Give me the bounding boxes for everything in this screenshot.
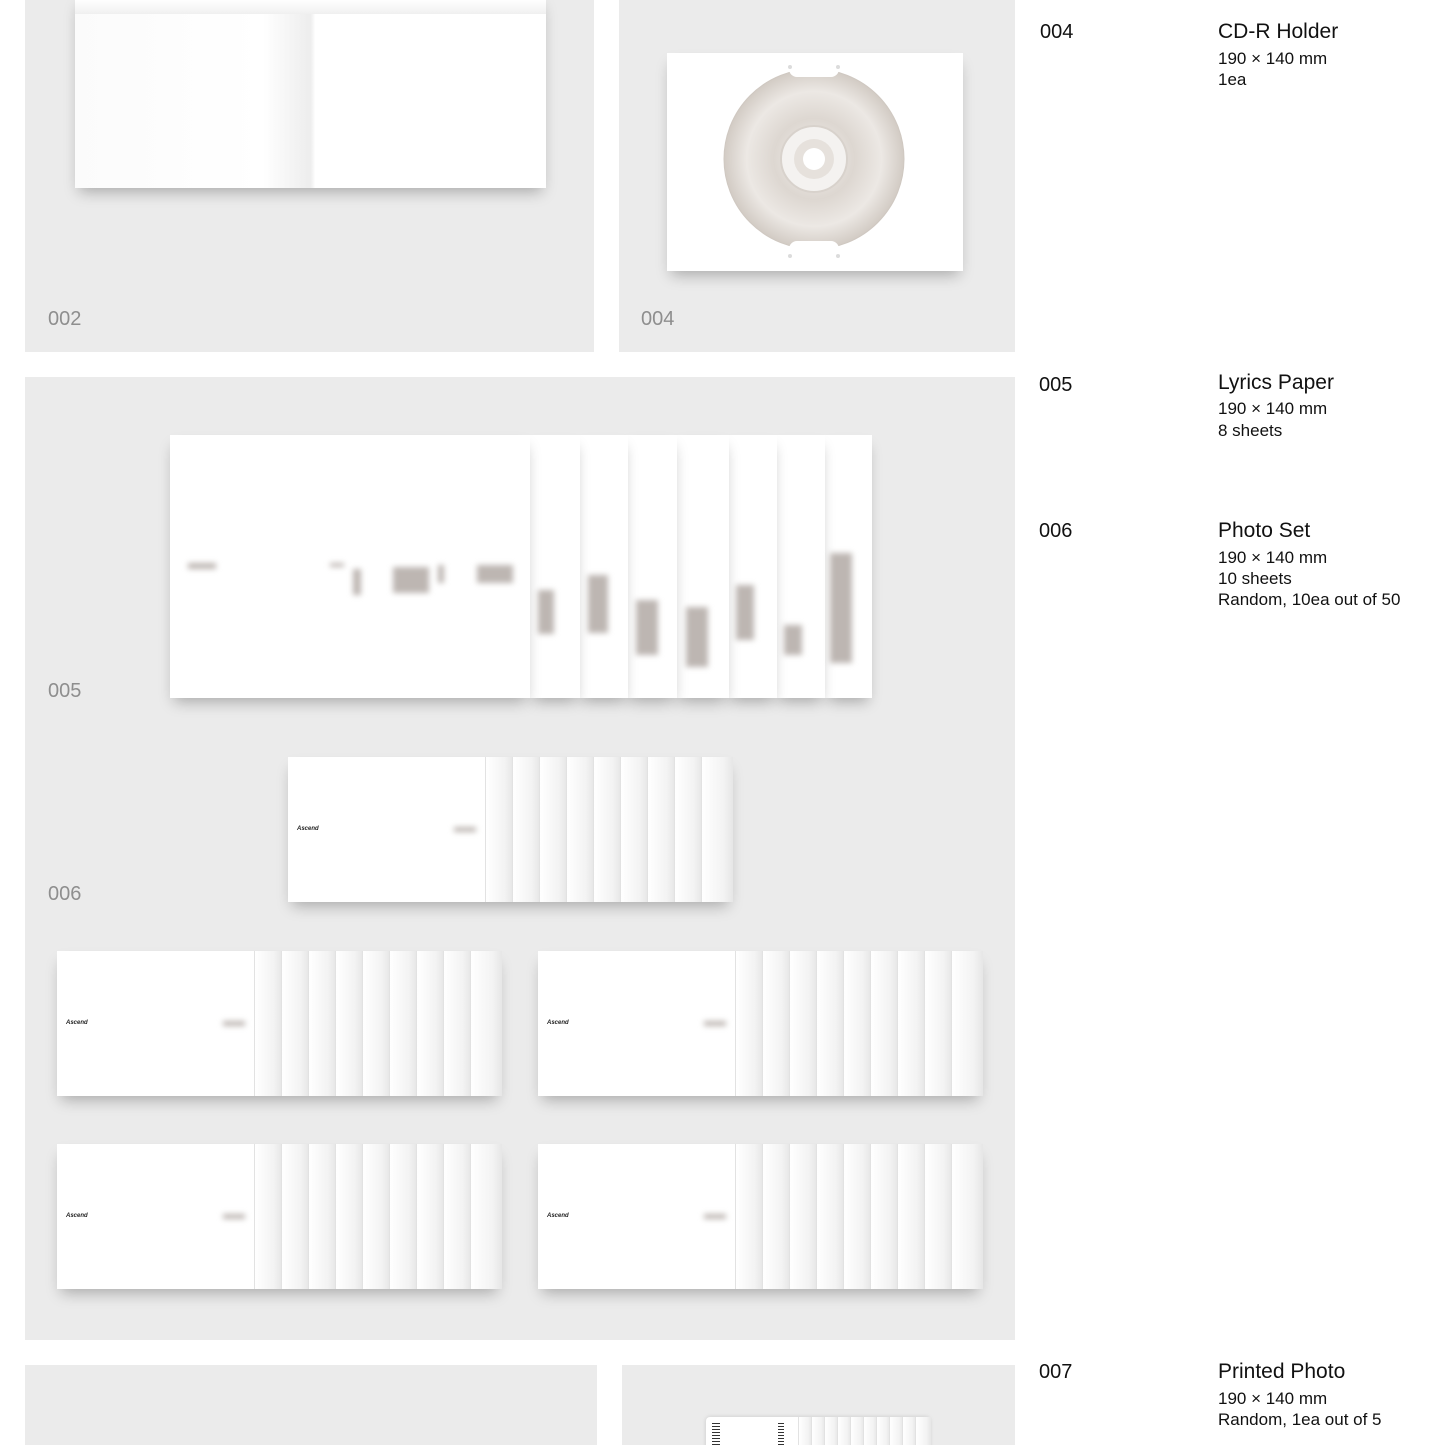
spec-dimension: 190 × 140 mm bbox=[1218, 1389, 1328, 1408]
printed-photo-stack bbox=[706, 1417, 930, 1445]
lyrics-paper-stack bbox=[170, 435, 872, 700]
spec-number: 005 bbox=[1039, 374, 1073, 396]
panel-bottom-right bbox=[622, 1365, 1015, 1445]
photo-set-stack-main: Ascend bbox=[288, 757, 732, 902]
panel-005-006 bbox=[25, 377, 1015, 1340]
photo-set-stack-2: Ascend bbox=[538, 951, 982, 1096]
open-booklet bbox=[75, 0, 546, 188]
photo-set-stack-4: Ascend bbox=[538, 1144, 982, 1289]
spec-dimension: 190 × 140 mm bbox=[1218, 399, 1328, 418]
spec-quantity: 8 sheets bbox=[1218, 421, 1283, 440]
spec-note: Random, 1ea out of 5 bbox=[1218, 1410, 1382, 1429]
panel-label: 005 bbox=[48, 680, 82, 702]
spec-title: CD-R Holder bbox=[1218, 20, 1339, 43]
spec-quantity: 10 sheets bbox=[1218, 569, 1292, 588]
panel-004 bbox=[619, 0, 1015, 352]
photo-set-stack-3: Ascend bbox=[57, 1144, 501, 1289]
photo-set-stack-1: Ascend bbox=[57, 951, 501, 1096]
spec-title: Photo Set bbox=[1218, 519, 1311, 542]
spec-number: 007 bbox=[1039, 1361, 1073, 1383]
spec-number: 006 bbox=[1039, 520, 1073, 542]
spec-dimension: 190 × 140 mm bbox=[1218, 548, 1328, 567]
panel-label: 006 bbox=[48, 883, 82, 905]
spec-title: Printed Photo bbox=[1218, 1360, 1346, 1383]
panel-label: 004 bbox=[641, 308, 675, 330]
spec-title: Lyrics Paper bbox=[1218, 371, 1334, 394]
lyrics-front-sheet bbox=[170, 435, 530, 698]
panel-bottom-left bbox=[25, 1365, 597, 1445]
spec-quantity: 1ea bbox=[1218, 70, 1247, 89]
cd-disc-icon bbox=[667, 53, 963, 271]
panel-label: 002 bbox=[48, 308, 82, 330]
spec-note: Random, 10ea out of 50 bbox=[1218, 590, 1401, 609]
cd-holder-card bbox=[667, 53, 963, 271]
spec-number: 004 bbox=[1040, 21, 1074, 43]
panel-002 bbox=[25, 0, 594, 352]
spec-dimension: 190 × 140 mm bbox=[1218, 49, 1328, 68]
